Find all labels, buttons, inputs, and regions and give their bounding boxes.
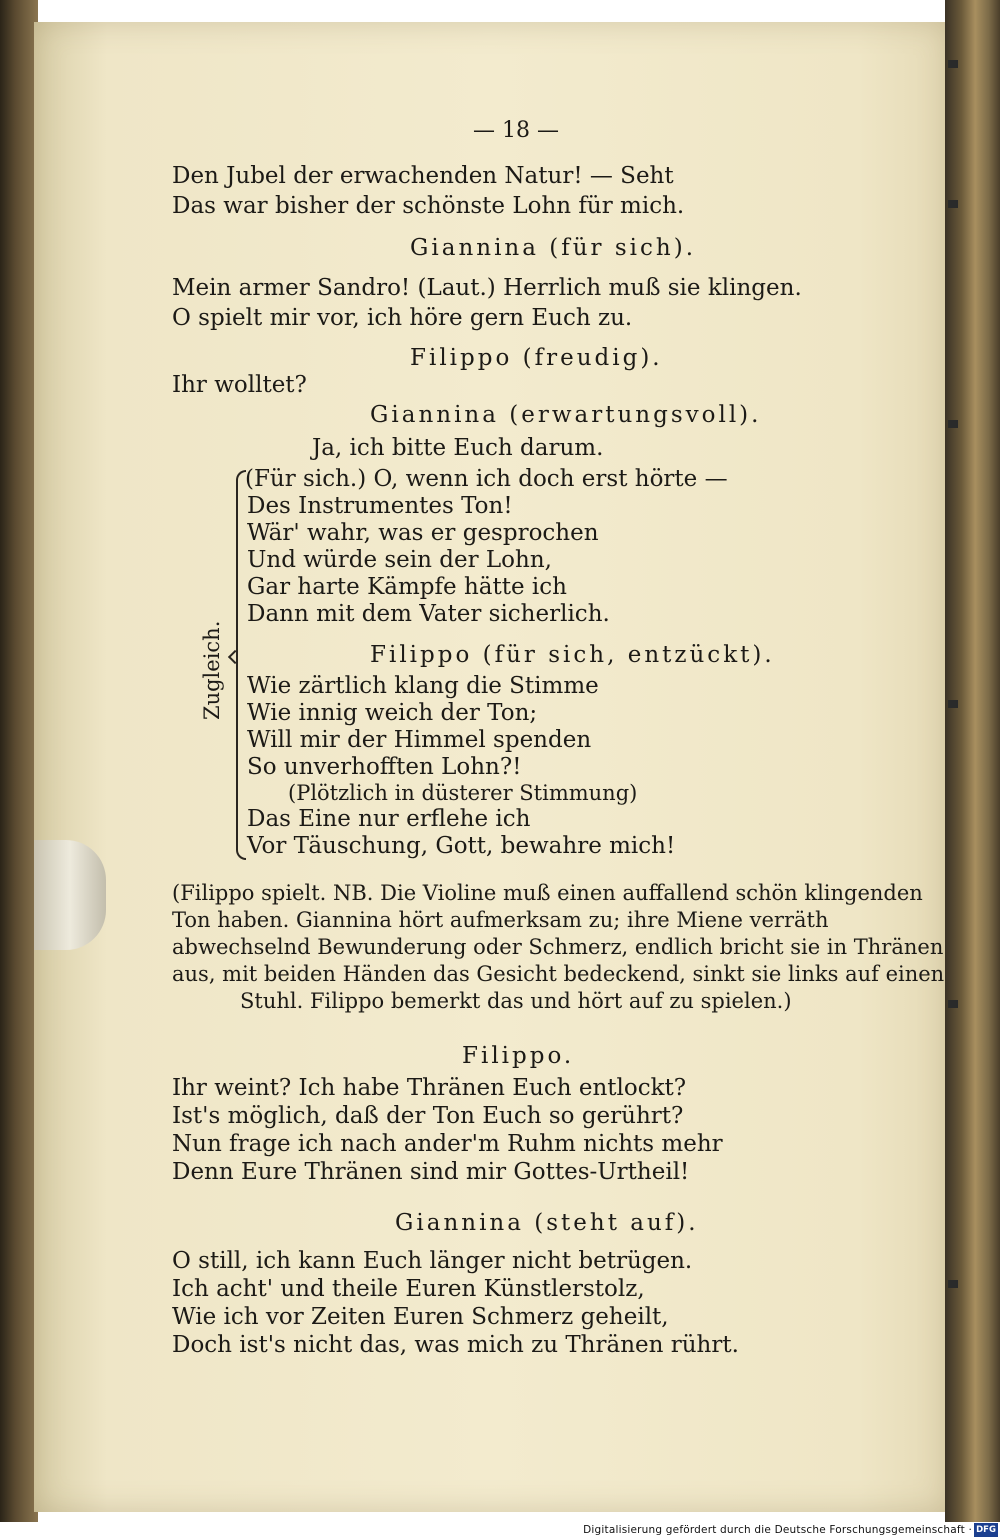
- verse-line: O still, ich kann Euch länger nicht betrügen.: [172, 1248, 693, 1274]
- zugleich-label: Zugleich.: [200, 620, 224, 720]
- verse-line: Vor Täuschung, Gott, bewahre mich!: [247, 833, 676, 859]
- verse-line: Ihr weint? Ich habe Thränen Euch entlockt?: [172, 1075, 687, 1101]
- verse-line: Wie innig weich der Ton;: [247, 700, 538, 726]
- dfg-logo: DFG: [974, 1523, 998, 1537]
- verse-line: Des Instrumentes Ton!: [247, 493, 513, 519]
- verse-line: (Für sich.) O, wenn ich doch erst hörte —: [245, 466, 728, 492]
- stage-direction: Ton haben. Giannina hört aufmerksam zu; ihre Miene verräth: [172, 908, 829, 932]
- verse-line: Wie zärtlich klang die Stimme: [247, 673, 599, 699]
- verse-line: Dann mit dem Vater sicherlich.: [247, 601, 610, 627]
- verse-line: Wär' wahr, was er gesprochen: [247, 520, 599, 546]
- page-tab-marker: [948, 700, 958, 708]
- verse-line: Ihr wolltet?: [172, 372, 307, 398]
- page-tab-marker: [948, 1000, 958, 1008]
- verse-line: Ja, ich bitte Euch darum.: [312, 435, 604, 461]
- verse-line: Ist's möglich, daß der Ton Euch so gerührt?: [172, 1103, 684, 1129]
- verse-line: Den Jubel der erwachenden Natur! — Seht: [172, 163, 674, 189]
- stage-direction: abwechselnd Bewunderung oder Schmerz, endlich bricht sie in Thränen: [172, 935, 944, 959]
- verse-line: Ich acht' und theile Euren Künstlerstolz,: [172, 1276, 645, 1302]
- speaker-heading: Filippo (freudig).: [410, 345, 663, 371]
- verse-line: Und würde sein der Lohn,: [247, 547, 552, 573]
- page-tab-marker: [948, 200, 958, 208]
- verse-line: Nun frage ich nach ander'm Ruhm nichts mehr: [172, 1131, 723, 1157]
- verse-line: Mein armer Sandro! (Laut.) Herrlich muß sie klingen.: [172, 275, 802, 301]
- page-number: — 18 —: [473, 118, 559, 143]
- page-tab-marker: [948, 60, 958, 68]
- verse-line: Das war bisher der schönste Lohn für mich.: [172, 193, 685, 219]
- speaker-heading: Filippo (für sich, entzückt).: [370, 642, 775, 668]
- stage-direction: Stuhl. Filippo bemerkt das und hört auf zu spielen.): [240, 989, 792, 1013]
- verse-line: Wie ich vor Zeiten Euren Schmerz geheilt,: [172, 1304, 669, 1330]
- funding-credit: Digitalisierung gefördert durch die Deutsche Forschungsgemeinschaft ·: [583, 1524, 972, 1536]
- speaker-heading: Giannina (steht auf).: [395, 1210, 699, 1236]
- speaker-heading: Giannina (für sich).: [410, 235, 697, 261]
- stage-direction: (Filippo spielt. NB. Die Violine muß einen auffallend schön klingenden: [172, 881, 923, 905]
- verse-line: Doch ist's nicht das, was mich zu Thränen rührt.: [172, 1332, 739, 1358]
- simultaneous-bracket: [236, 470, 246, 860]
- book-binding-edge: [0, 0, 38, 1522]
- verse-line: Das Eine nur erflehe ich: [247, 806, 531, 832]
- page-stack-edge: [945, 0, 1000, 1522]
- verse-line: Gar harte Kämpfe hätte ich: [247, 574, 567, 600]
- page-tab-marker: [948, 420, 958, 428]
- speaker-heading: Giannina (erwartungsvoll).: [370, 402, 762, 428]
- verse-line: Denn Eure Thränen sind mir Gottes-Urtheil!: [172, 1159, 690, 1185]
- speaker-heading: Filippo.: [462, 1043, 575, 1069]
- verse-line: O spielt mir vor, ich höre gern Euch zu.: [172, 305, 633, 331]
- page-tab-marker: [948, 1280, 958, 1288]
- verse-line: So unverhofften Lohn?!: [247, 754, 522, 780]
- paper-clip-shadow: [34, 840, 106, 950]
- stage-direction: aus, mit beiden Händen das Gesicht bedeckend, sinkt sie links auf einen: [172, 962, 945, 986]
- verse-line: Will mir der Himmel spenden: [247, 727, 592, 753]
- stage-direction: (Plötzlich in düsterer Stimmung): [288, 781, 638, 805]
